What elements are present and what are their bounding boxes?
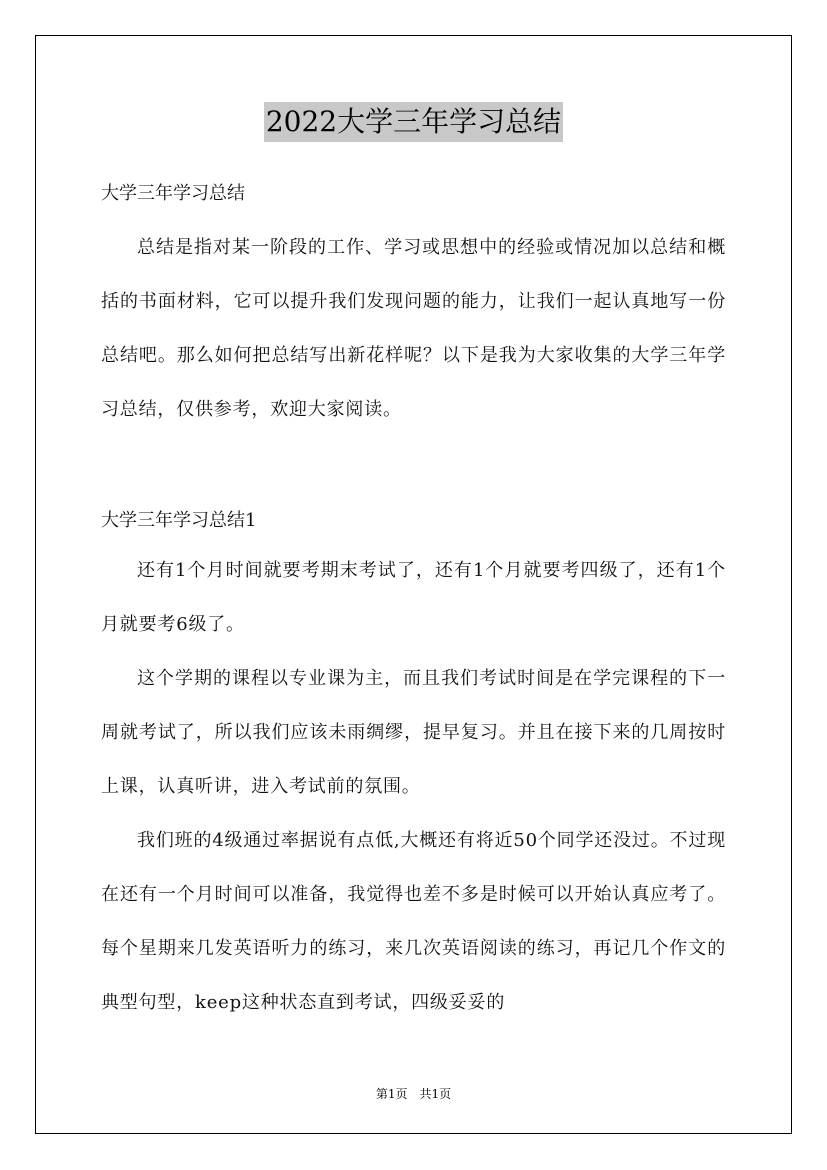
title-container [0,102,827,142]
page-footer: 第1页 共1页 [375,1087,452,1101]
intro-paragraph: 总结是指对某一阶段的工作、学习或思想中的经验或情况加以总结和概括的书面材料，它可以提升我们发现问题的能力，让我们一起认真地写一份总结吧。那么如何把总结写出新花样呢？以下是我为大家收集的大学三年学习总结，仅供参考，欢迎大家阅读。 [101,237,726,420]
section-heading: 大学三年学习总结1 [101,510,257,531]
document-title: 2022大学三年学习总结 [264,102,563,142]
body-paragraph: 我们班的4级通过率据说有点低,大概还有将近50个同学还没过。不过现在还有一个月时间可以准备，我觉得也差不多是时候可以开始认真应考了。每个星期来几发英语听力的练习，来几次英语阅读的练习，再记几个作文的典型句型，keep这种状态直到考试，四级妥妥的 [101,830,726,1013]
document-subtitle: 大学三年学习总结 [101,183,245,204]
body-paragraph: 这个学期的课程以专业课为主，而且我们考试时间是在学完课程的下一周就考试了，所以我们应该未雨绸缪，提早复习。并且在接下来的几周按时上课，认真听讲，进入考试前的氛围。 [101,668,726,797]
body-paragraph: 还有1个月时间就要考期末考试了，还有1个月就要考四级了，还有1个月就要考6级了。 [101,560,726,635]
